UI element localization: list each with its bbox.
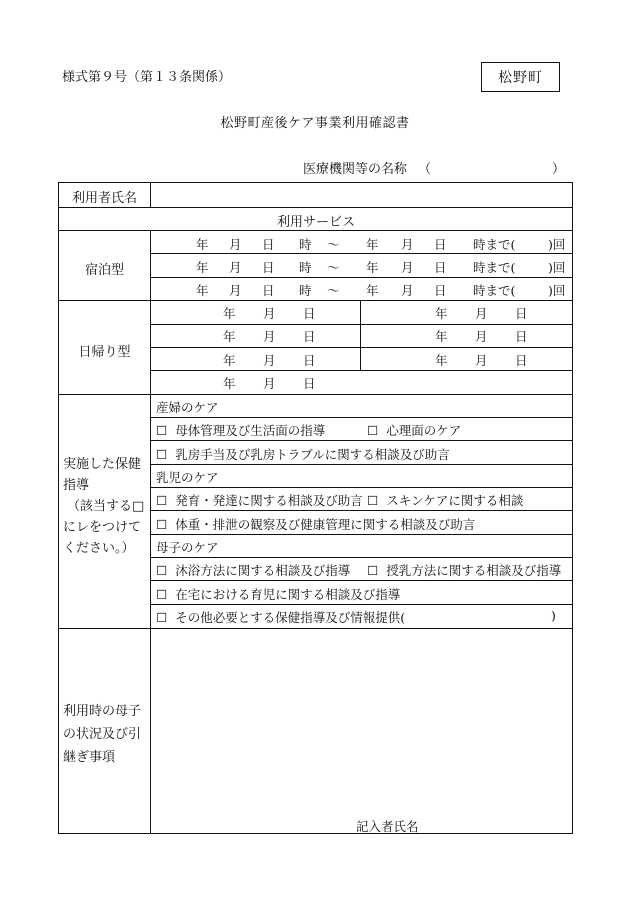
maternal-management-option[interactable]: ☐ 母体管理及び生活面の指導 [156,423,326,438]
guidance-label: 実施した保健 指導 （該当する□ にレをつけて ください。） [63,457,145,556]
checkbox-icon[interactable]: ☐ [156,517,168,532]
status-notes-field[interactable] [151,629,572,805]
checkbox-icon[interactable]: ☐ [367,423,379,438]
feeding-option[interactable]: ☐ 授乳方法に関する相談及び指導 [367,563,562,578]
skin-care-option[interactable]: ☐ スキンケアに関する相談 [367,493,524,508]
town-name-box: 松野町 [481,62,560,92]
recorder-name-label: 記入者氏名 [356,819,419,834]
checkbox-icon[interactable]: ☐ [156,447,168,462]
home-childcare-option[interactable]: ☐ 在宅における育児に関する相談及び指導 [156,587,401,602]
weight-health-option[interactable]: ☐ 体重・排泄の観察及び健康管理に関する相談及び助言 [156,517,476,532]
breast-care-option[interactable]: ☐ 乳房手当及び乳房トラブルに関する相談及び助言 [156,447,450,462]
checkbox-icon[interactable]: ☐ [367,563,379,578]
institution-close-paren: ） [552,162,566,177]
psychological-care-option[interactable]: ☐ 心理面のケア [367,423,462,438]
form-number: 様式第９号（第１３条関係） [62,70,232,85]
usage-confirmation-table: 利用者氏名 利用サービス 宿泊型 年 月 日 時 ～ 年 月 日 時まで( )回 年 月 日 時 ～ 年 月 日 時まで( )回 年 月 日 時 ～ 年 月 日 時まで( )回 日帰り型 年 月 日 年 月 日 年 月 日 年 月 日 年 月 日 年 月 日 年 月 日 実施した保健 指導 （該当する□ にレをつけて ください。） 産婦のケア ☐ 母体管理及び生活面の指導 ☐ 心理面のケア ☐ 乳房手当及び乳房トラブルに関する相談及び助言 乳児のケア ☐ 発育・発達に関する相談及び助言 ☐ スキンケアに関する相談 ☐ 体重・排泄の観察及び健康管理に関する相談及び助言 母子のケア ☐ 沐浴方法に関する相談及び指導 ☐ 授乳方法に関する相談及び指導 ☐ 在宅における育児に関する相談及び指導 ☐ その他必要とする保健指導及び情報提供( ) 利用時の母子 の状況及び引 継ぎ事項 記入者氏名 [58,182,573,834]
mother-child-care-heading: 母子のケア [156,540,219,555]
daytrip-label: 日帰り型 [78,345,131,360]
document-title: 松野町産後ケア事業利用確認書 [220,116,410,131]
recorder-name-field[interactable] [429,813,569,833]
infant-care-heading: 乳児のケア [156,470,219,485]
user-name-field[interactable] [151,184,572,206]
user-name-label: 利用者氏名 [71,191,137,206]
development-option[interactable]: ☐ 発育・発達に関する相談及び助言 [156,493,363,508]
checkbox-icon[interactable]: ☐ [156,423,168,438]
checkbox-icon[interactable]: ☐ [156,563,168,578]
checkbox-icon[interactable]: ☐ [156,610,168,625]
bathing-option[interactable]: ☐ 沐浴方法に関する相談及び指導 [156,563,351,578]
status-label: 利用時の母子 の状況及び引 継ぎ事項 [63,704,142,765]
other-guidance-option[interactable]: ☐ その他必要とする保健指導及び情報提供( [156,610,406,625]
checkbox-icon[interactable]: ☐ [156,587,168,602]
service-header: 利用サービス [276,215,355,230]
institution-name-label: 医療機関等の名称 [303,162,408,177]
checkbox-icon[interactable]: ☐ [156,493,168,508]
checkbox-icon[interactable]: ☐ [367,493,379,508]
overnight-label: 宿泊型 [84,263,124,278]
other-guidance-close-paren: ) [551,608,556,623]
institution-open-paren: （ [418,162,432,177]
mother-care-heading: 産婦のケア [156,400,219,415]
